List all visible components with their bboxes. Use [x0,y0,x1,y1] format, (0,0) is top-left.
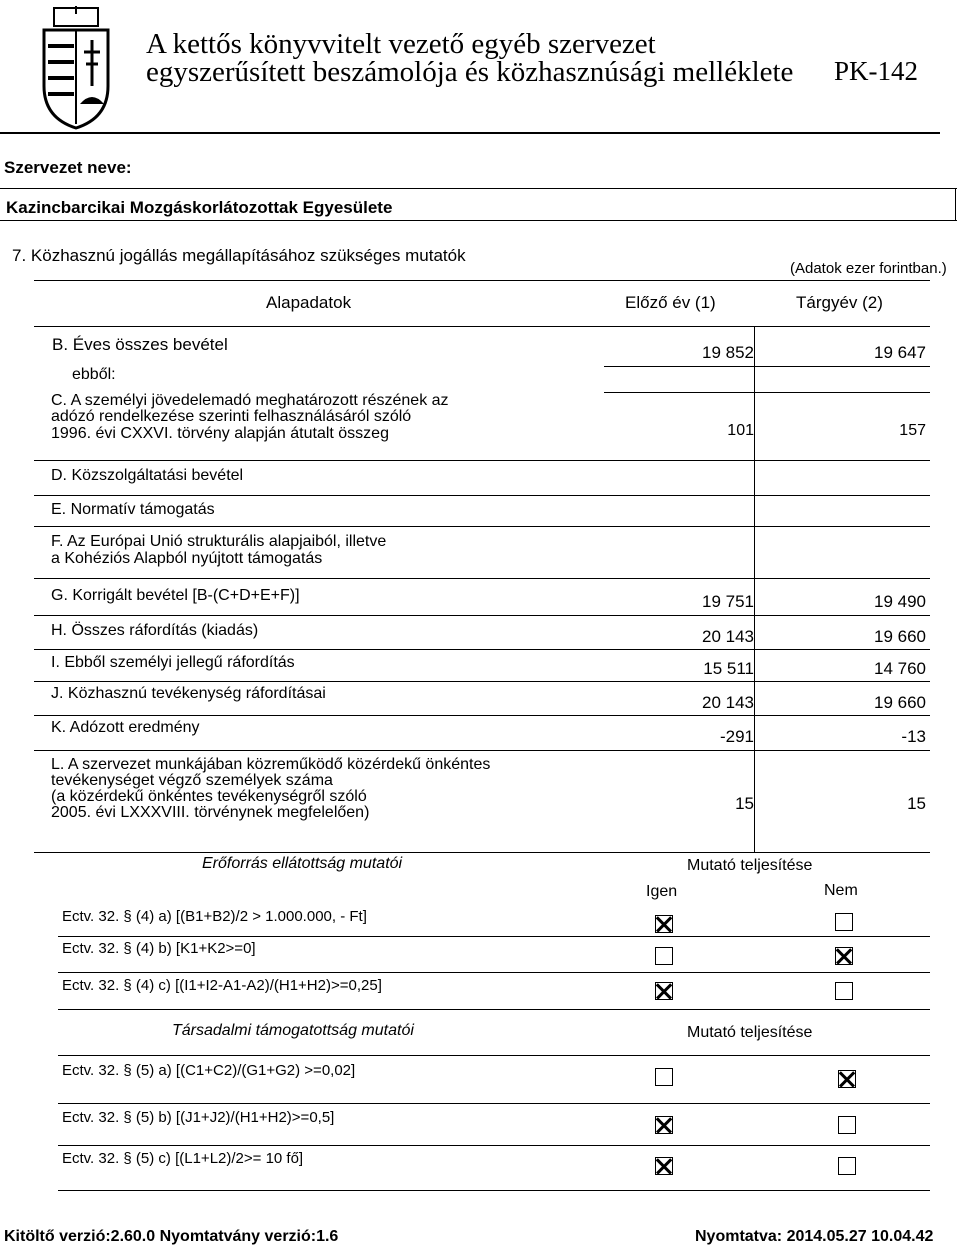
row-k-curr: -13 [901,727,926,746]
form-code: PK-142 [834,56,919,86]
resource-criterion-c: Ectv. 32. § (4) c) [(I1+I2-A1-A2)/(H1+H2)>=0,25] [62,977,382,994]
row-l-label-line3: (a közérdekű önkéntes tevékenységről szóló [51,788,367,805]
row-c-label-line3: 1996. évi CXXVI. törvény alapján átutalt összeg [51,425,389,442]
row-l-label-line4: 2005. évi LXXXVIII. törvénynek megfelelően) [51,804,370,821]
row-k-label: K. Adózott eredmény [51,719,200,736]
col-header-prev: Előző év (1) [625,293,716,312]
row-l-label-line1: L. A szervezet munkájában közreműködő közérdekű önkéntes [51,756,491,773]
resources-title: Erőforrás ellátottság mutatói [202,855,403,872]
social-a-no-checkbox[interactable] [838,1070,856,1088]
row-k-prev: -291 [719,727,754,746]
social-c-yes-checkbox[interactable] [655,1157,673,1175]
social-criterion-c: Ectv. 32. § (5) c) [(L1+L2)/2>= 10 fő] [62,1150,304,1167]
row-j-label: J. Közhasznú tevékenység ráfordításai [51,685,326,702]
resource-c-yes-checkbox[interactable] [655,982,673,1000]
resource-b-no-checkbox[interactable] [835,947,853,965]
org-label: Szervezet neve: [4,158,132,177]
row-d-label: D. Közszolgáltatási bevétel [51,467,244,484]
row-c-label-line2: adózó rendelkezése szerinti felhasználásáról szóló [51,408,412,425]
row-l-curr: 15 [907,794,926,813]
row-i-label: I. Ebből személyi jellegű ráfordítás [51,654,295,671]
row-b-label: B. Éves összes bevétel [52,335,228,354]
row-f-label-line2: a Kohéziós Alapból nyújtott támogatás [51,550,323,567]
row-g-label: G. Korrigált bevétel [B-(C+D+E+F)] [51,587,300,604]
footer-version: Kitöltő verzió:2.60.0 Nyomtatvány verzió:1.6 [4,1228,339,1245]
unit-note: (Adatok ezer forintban.) [790,260,947,277]
row-f-label-line1: F. Az Európai Unió strukturális alapjaiból, illetve [51,533,387,550]
row-l-prev: 15 [735,794,754,813]
resource-b-yes-checkbox[interactable] [655,947,673,965]
social-c-no-checkbox[interactable] [838,1157,856,1175]
form-title-line1: A kettős könyvvitelt vezető egyéb szervezet [146,28,656,60]
row-c-curr: 157 [899,422,926,439]
resources-yes-header: Igen [646,883,678,900]
resource-criterion-a: Ectv. 32. § (4) a) [(B1+B2)/2 > 1.000.000, - Ft] [62,908,367,925]
resource-a-yes-checkbox[interactable] [655,915,673,933]
row-i-curr: 14 760 [874,659,926,678]
social-b-no-checkbox[interactable] [838,1116,856,1134]
section-title: 7. Közhasznú jogállás megállapításához szükséges mutatók [12,246,466,265]
coat-of-arms-icon [34,6,118,130]
resources-perf-title: Mutató teljesítése [687,857,813,874]
row-b-curr: 19 647 [874,343,926,362]
form-title-line2: egyszerűsített beszámolója és közhasznúsági melléklete [146,56,794,88]
org-name: Kazincbarcikai Mozgáskorlátozottak Egyesülete [6,198,393,217]
social-b-yes-checkbox[interactable] [655,1116,673,1134]
resources-no-header: Nem [824,882,858,899]
footer-printed: Nyomtatva: 2014.05.27 10.04.42 [695,1228,934,1245]
row-l-label-line2: tevékenységet végző személyek száma [51,772,333,789]
header-divider [0,132,940,134]
row-h-label: H. Összes ráfordítás (kiadás) [51,622,259,639]
row-c-label-line1: C. A személyi jövedelemadó meghatározott részének az [51,392,449,409]
social-title: Társadalmi támogatottság mutatói [172,1022,414,1039]
row-h-curr: 19 660 [874,627,926,646]
social-criterion-b: Ectv. 32. § (5) b) [(J1+J2)/(H1+H2)>=0,5] [62,1109,335,1126]
row-h-prev: 20 143 [702,627,754,646]
row-ebbol-label: ebből: [72,366,116,383]
row-g-prev: 19 751 [702,592,754,611]
col-header-curr: Tárgyév (2) [796,293,883,312]
row-e-label: E. Normatív támogatás [51,501,215,518]
resource-criterion-b: Ectv. 32. § (4) b) [K1+K2>=0] [62,940,256,957]
social-criterion-a: Ectv. 32. § (5) a) [(C1+C2)/(G1+G2) >=0,02] [62,1062,356,1079]
row-b-prev: 19 852 [702,343,754,362]
row-j-curr: 19 660 [874,693,926,712]
row-g-curr: 19 490 [874,592,926,611]
resource-a-no-checkbox[interactable] [835,913,853,931]
social-a-yes-checkbox[interactable] [655,1068,673,1086]
col-header-base: Alapadatok [266,293,352,312]
resource-c-no-checkbox[interactable] [835,982,853,1000]
row-i-prev: 15 511 [703,659,754,678]
row-c-prev: 101 [727,422,754,439]
row-j-prev: 20 143 [702,693,754,712]
social-perf-title: Mutató teljesítése [687,1024,813,1041]
